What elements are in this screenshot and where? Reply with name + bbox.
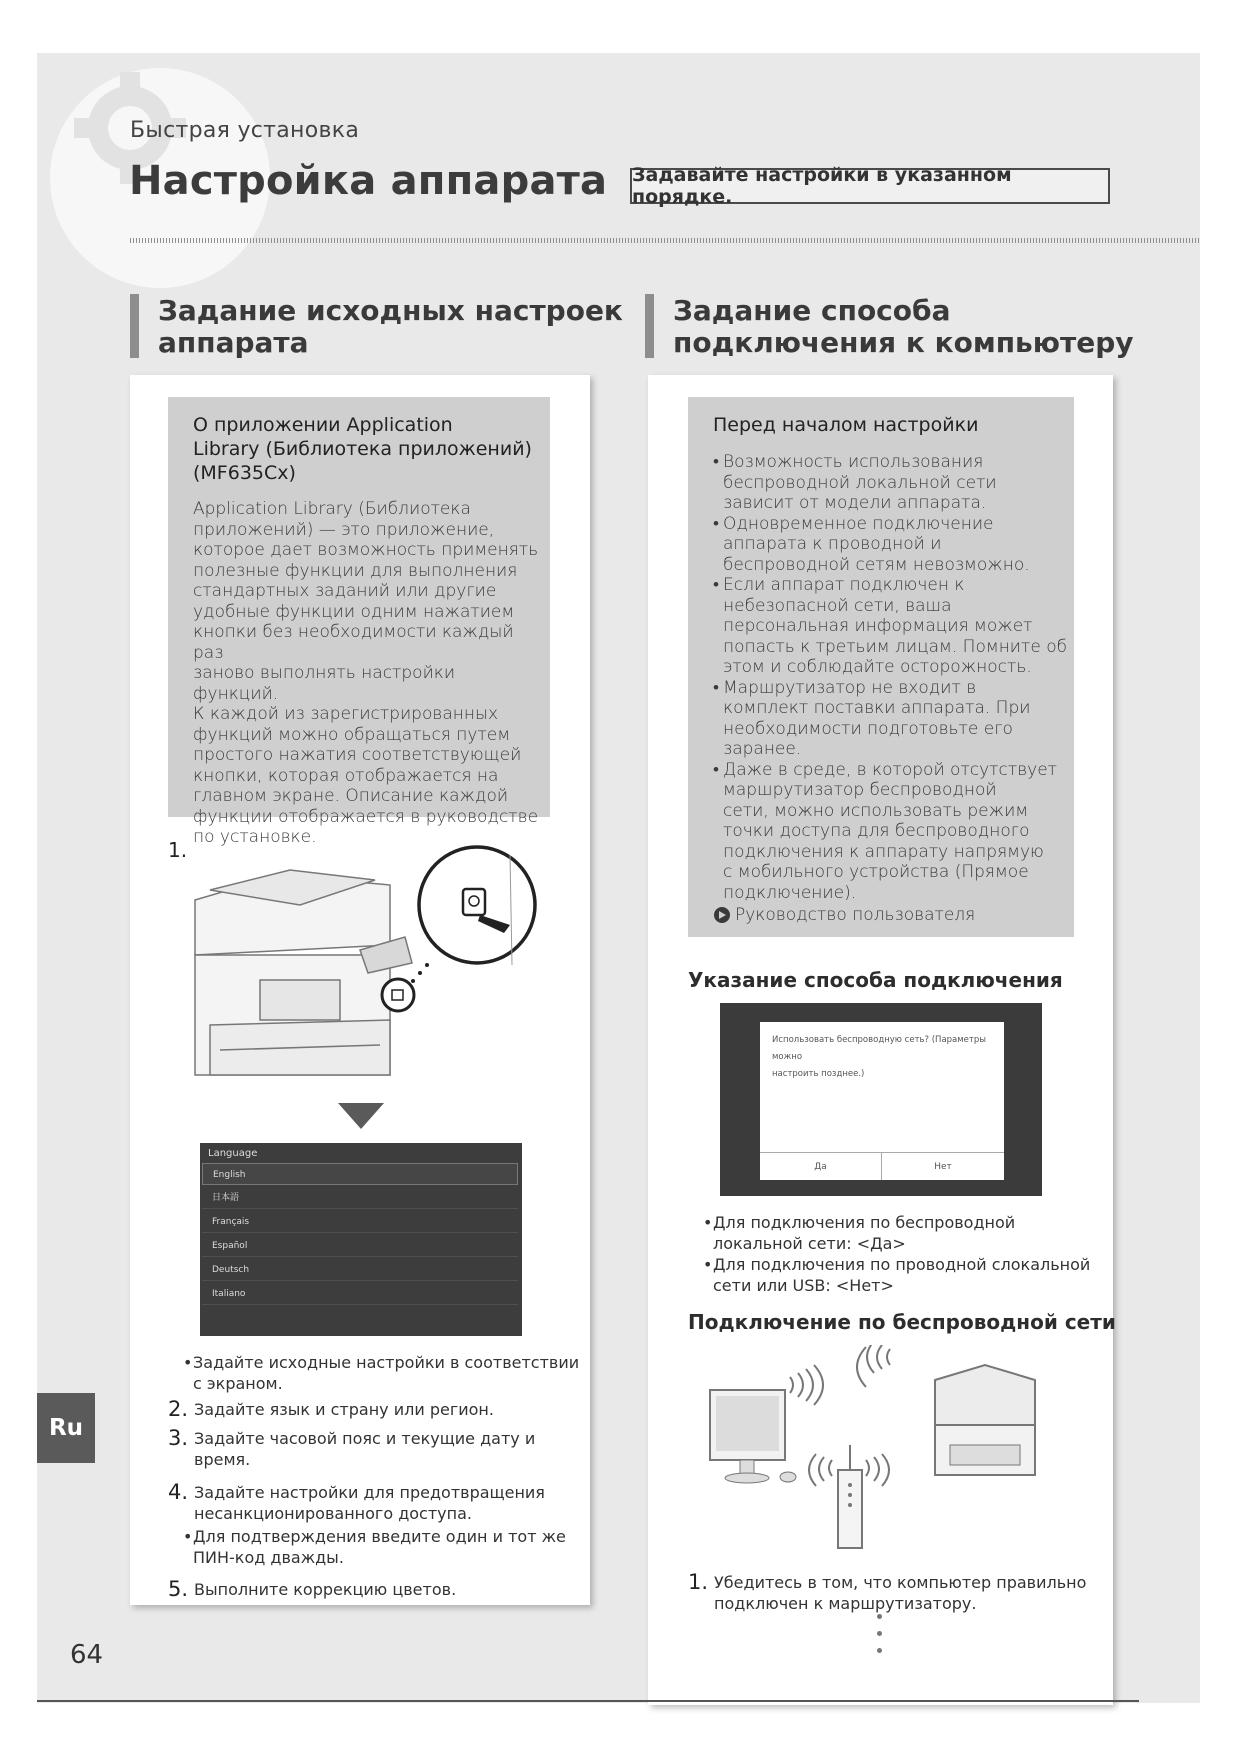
page-title: Настройка аппарата: [129, 158, 608, 204]
before-setup-list: [713, 452, 1068, 926]
section-title-right-line2: подключения к компьютеру: [673, 326, 1134, 359]
text-line: простого нажатия соответствующей: [193, 745, 522, 765]
printer-illustration: [190, 845, 550, 1095]
step-text-line: подключен к маршрутизатору.: [714, 1594, 977, 1613]
text-line: Application Library (Библиотека: [193, 499, 471, 519]
router-icon: [838, 1445, 862, 1548]
section-title-left-line2: аппарата: [158, 326, 309, 359]
text-line: приложений) — это приложение,: [193, 519, 495, 540]
item-line: с мобильного устройства (Прямое: [723, 862, 1029, 882]
language-option-japanese[interactable]: 日本語: [202, 1187, 518, 1209]
step-text-line: Задайте часовой пояс и текущие дату и: [194, 1429, 536, 1448]
prompt-line: настроить позднее.): [772, 1069, 865, 1079]
item-line: беспроводной сетям невозможно.: [723, 554, 1030, 575]
step-4-note: [183, 1526, 583, 1568]
before-setup-item: [713, 452, 1068, 514]
wireless-step-1: [688, 1572, 1086, 1614]
note-line: локальной сети: <Да>: [713, 1234, 906, 1253]
item-line: зависит от модели аппарата.: [723, 493, 987, 513]
step-number: 4.: [168, 1480, 189, 1504]
step-number: 3.: [168, 1426, 189, 1450]
order-note: Задавайте настройки в указанном порядке.: [630, 168, 1110, 204]
item-line: попасть к третьим лицам. Помните об: [723, 636, 1068, 657]
item-line: необходимости подготовьте его: [723, 718, 1013, 739]
item-line: • Если аппарат подключен к: [723, 575, 965, 595]
item-line: • Даже в среде, в которой отсутствует: [723, 759, 1057, 780]
text-line: функций можно обращаться путем: [193, 724, 511, 745]
app-library-info-box: [168, 397, 550, 847]
wireless-connection-heading: Подключение по беспроводной сети: [688, 1310, 1116, 1334]
prompt-line: Использовать беспроводную сеть? (Параметры можно: [772, 1035, 986, 1062]
item-line: этом и соблюдайте осторожность.: [723, 657, 1032, 677]
item-line: беспроводной локальной сети: [723, 472, 997, 493]
note-line: сети или USB: <Нет>: [713, 1276, 894, 1295]
connection-method-heading: Указание способа подключения: [688, 968, 1063, 992]
section-title-right: [673, 295, 1134, 359]
step-text: Выполните коррекцию цветов.: [194, 1580, 457, 1599]
step-5: [168, 1579, 456, 1600]
before-setup-heading: Перед началом настройки: [713, 414, 979, 436]
language-option-english[interactable]: English: [202, 1163, 518, 1185]
yes-button[interactable]: Да: [760, 1152, 882, 1180]
language-option-italian[interactable]: Italiano: [202, 1283, 518, 1305]
heading-line: Library (Библиотека приложений): [193, 438, 532, 460]
before-setup-item: [713, 760, 1068, 904]
step-3: [168, 1428, 535, 1470]
item-line: персональная информация может: [723, 616, 1033, 636]
wireless-network-illustration: [700, 1345, 1100, 1560]
connection-note: [703, 1254, 1103, 1296]
section-title-left-line1: Задание исходных настроек: [158, 294, 623, 327]
footer-rule: [37, 1700, 1139, 1702]
step-4-note-line: • Для подтверждения введите один и тот же: [183, 1526, 583, 1547]
text-line: функции отображается в руководстве: [193, 806, 539, 827]
item-line: подключения к аппарату напрямую: [723, 841, 1044, 862]
item-line: комплект поставки аппарата. При: [723, 698, 1031, 718]
step-2: [168, 1399, 494, 1420]
arrow-down-icon: [338, 1103, 384, 1129]
continuation-dots: [877, 1614, 882, 1665]
note-line: • Для подключения по проводной слокальной: [713, 1255, 1091, 1274]
connection-notes: [703, 1212, 1103, 1296]
step-text-line: Убедитесь в том, что компьютер правильно: [714, 1573, 1087, 1592]
step-text-line: время.: [194, 1450, 251, 1469]
arrow-right-circle-icon: [713, 906, 731, 924]
step-text-line: несанкционированного доступа.: [194, 1504, 472, 1523]
language-tab: Ru: [37, 1393, 95, 1463]
dotted-divider: [130, 238, 1200, 243]
header-subtitle: Быстрая установка: [130, 118, 360, 143]
language-selection-screen: [200, 1143, 522, 1336]
item-line: сети, можно использовать режим: [723, 800, 1029, 821]
monitor-icon: [710, 1390, 796, 1483]
step-text-line: Задайте настройки для предотвращения: [194, 1483, 545, 1502]
text-line: полезные функции для выполнения: [193, 560, 518, 581]
step-number: 1.: [688, 1570, 709, 1594]
language-option-german[interactable]: Deutsch: [202, 1259, 518, 1281]
item-line: • Возможность использования: [723, 452, 984, 472]
user-guide-reference[interactable]: [713, 905, 1068, 926]
text-line: стандартных заданий или другие: [193, 581, 497, 601]
text-line: К каждой из зарегистрированных: [193, 704, 499, 724]
step-text: [714, 1572, 1086, 1614]
language-option-french[interactable]: Français: [202, 1211, 518, 1233]
text-line: удобные функции одним нажатием: [193, 601, 515, 622]
no-button[interactable]: Нет: [882, 1152, 1004, 1180]
step-text: [194, 1428, 535, 1470]
section-title-right-line1: Задание способа: [673, 294, 951, 327]
item-line: маршрутизатор беспроводной: [723, 780, 997, 800]
text-line: кнопки без необходимости каждый раз: [193, 622, 514, 663]
step-4: [168, 1482, 545, 1524]
text-line: заново выполнять настройки функций.: [193, 663, 456, 704]
section-bar-left: [130, 294, 139, 358]
language-screen-heading: Language: [208, 1148, 258, 1159]
before-setup-item: [713, 678, 1068, 760]
item-line: заранее.: [723, 739, 802, 759]
step-4-note-line: ПИН-код дважды.: [193, 1548, 344, 1567]
item-line: точки доступа для беспроводного: [723, 821, 1030, 841]
wireless-prompt-screen: [720, 1003, 1042, 1196]
item-line: аппарата к проводной и: [723, 534, 942, 554]
printer-icon: [935, 1365, 1035, 1475]
wireless-prompt-message: [772, 1032, 997, 1083]
text-line: кнопки, которая отображается на: [193, 765, 499, 786]
step-1-note: [183, 1352, 583, 1394]
heading-line: О приложении Application: [193, 414, 453, 436]
item-line: подключение).: [723, 882, 857, 903]
text-line: по установке.: [193, 827, 317, 847]
step-text: Задайте язык и страну или регион.: [194, 1400, 494, 1419]
step-1-number: 1.: [168, 838, 188, 862]
language-option-spanish[interactable]: Español: [202, 1235, 518, 1257]
step-number: 2.: [168, 1397, 189, 1421]
before-setup-item: [713, 575, 1068, 678]
item-line: • Одновременное подключение: [723, 513, 994, 534]
section-bar-right: [645, 294, 654, 358]
before-setup-item: [713, 514, 1068, 576]
app-library-heading: [193, 413, 533, 485]
page-number: 64: [70, 1640, 104, 1670]
connection-note: [703, 1212, 1103, 1254]
wireless-prompt-dialog: [760, 1022, 1004, 1180]
step-number: 5.: [168, 1577, 189, 1601]
item-line: • Маршрутизатор не входит в: [723, 677, 977, 698]
note-line: • Для подключения по беспроводной: [713, 1213, 1016, 1232]
user-guide-link[interactable]: Руководство пользователя: [735, 905, 976, 925]
step-1-note-line: • Задайте исходные настройки в соответствии: [183, 1352, 583, 1373]
section-title-left: [158, 295, 623, 359]
item-line: небезопасной сети, ваша: [723, 595, 952, 616]
text-line: главном экране. Описание каждой: [193, 786, 509, 806]
text-line: которое дает возможность применять: [193, 540, 539, 560]
step-1-note-line: с экраном.: [193, 1374, 283, 1393]
app-library-text: [193, 499, 543, 848]
heading-line: (MF635Cx): [193, 462, 296, 484]
step-text: [194, 1482, 545, 1524]
before-setup-box: [688, 397, 1074, 937]
